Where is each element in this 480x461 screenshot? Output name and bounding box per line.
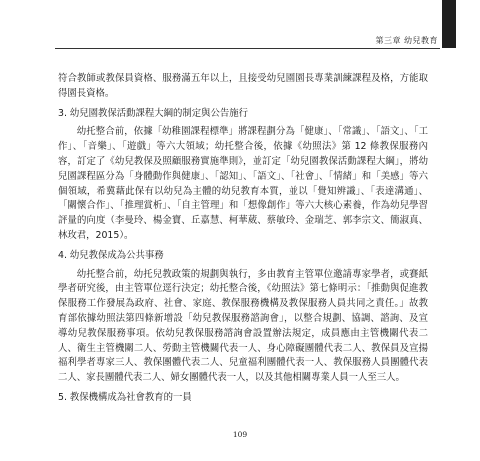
running-header: [55, 36, 440, 49]
section-heading-3: 3. 幼兒園教保活動課程大綱的制定與公告施行: [58, 107, 249, 119]
section-heading-5: 5. 教保機構成為社會教育的一員: [58, 391, 192, 403]
chapter-title: 第三章 幼兒教育: [375, 36, 438, 45]
page-number: 109: [232, 430, 248, 439]
paragraph-curriculum: 幼托整合前，依據「幼稚園課程標準」將課程劃分為「健康」、「常識」、「語文」、「工作」、「音樂」、「遊戲」等六大領域；幼托整合後，依據《幼照法》第 12 條教保服務內容，訂定了《幼兒教保及照顧服務實施準則》，並訂定「幼兒園教保活動課程大綱」，將幼兒園課程區分為「身體動作與健康」、「認知」、「語文」、「社會」、「情緒」和「美感」等六個領域，希冀藉此保有以幼兒為主體的幼兒教育本質，並以「覺知辨識」、「表達溝通」、「關懷合作」、「推理賞析」、「自主管理」和「想像創作」等六大核心素養，作為幼兒學習評量的向度（李曼玲、楊金寶、丘嘉慧、柯華葳、蔡敏玲、金瑞芝、郭李宗文、簡淑真、林玫君，2015）。: [58, 126, 428, 241]
body-text: [58, 72, 428, 410]
paragraph-intro: 符合教師或教保員資格、服務滿五年以上，且接受幼兒園園長專業訓練課程及格，方能取得園長資格。: [58, 73, 428, 99]
chapter-tab-marker: [442, 0, 456, 48]
section-heading-4: 4. 幼兒教保成為公共事務: [58, 249, 164, 261]
paragraph-public-affairs: 幼托整合前，幼托兒教政策的規劃與執行，多由教育主管單位邀請專家學者，或賽紙學者研究後，由主管單位逕行決定；幼托整合後，《幼照法》第七條明示：「推動與促進教保服務工作發展為政府、社會、家庭、教保服務機構及教保服務人員共同之責任。」故教育部依據幼照法第四條新增設「幼兒教保服務諮詢會」，以整合規劃、協調、諮詢、及宣導幼兒教保服務事項。依幼兒教保服務諮詢會設置辦法規定，成員應由主管機關代表二人、衛生主管機關二人、勞動主管機關代表一人、身心障礙團體代表二人、教保員及宣揚福利學者專家三人、教保團體代表二人、兒童福利團體代表一人、教保服務人員團體代表二人、家長團體代表二人、婦女團體代表一人，以及其他相關專業人員一人至三人。: [58, 268, 428, 384]
